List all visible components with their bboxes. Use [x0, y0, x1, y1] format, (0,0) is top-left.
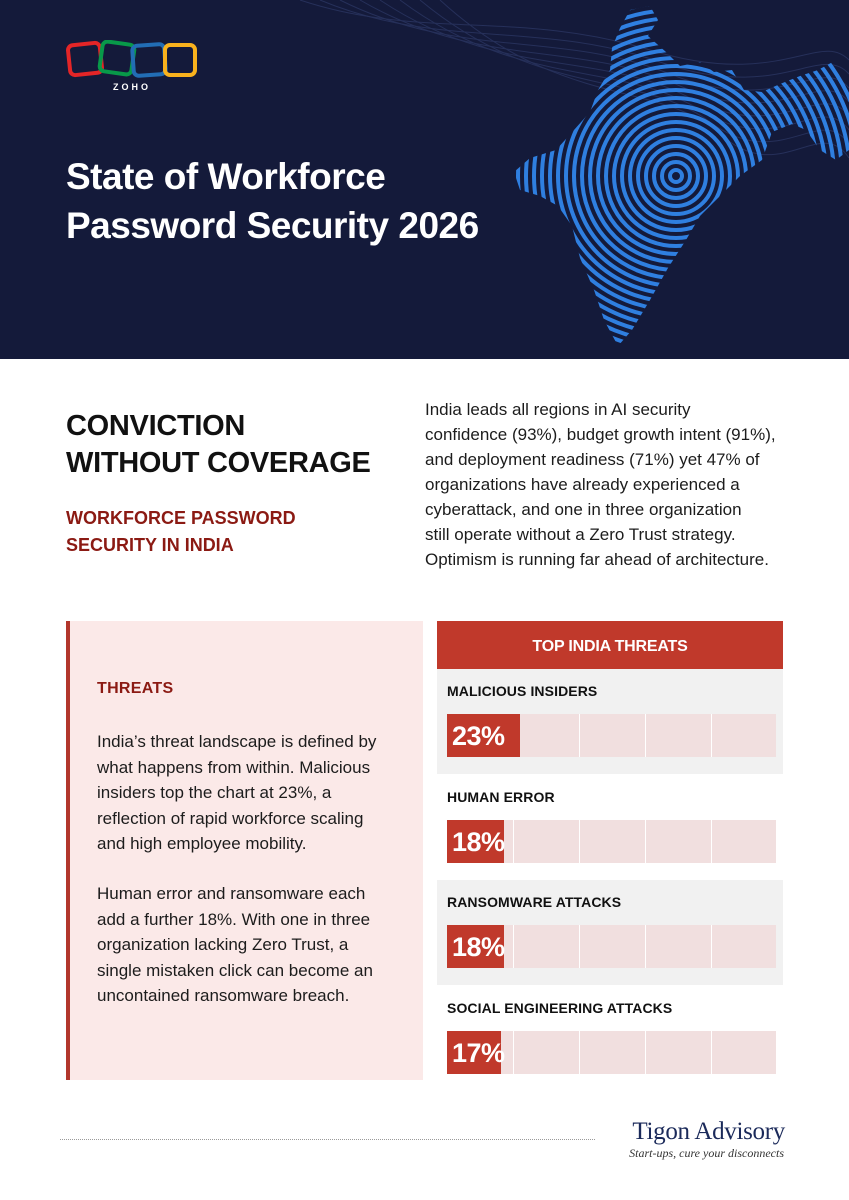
footer-divider: [60, 1139, 595, 1140]
threats-paragraph-1: [97, 729, 402, 857]
intro-line: organizations have already experienced a: [425, 475, 740, 494]
intro-line: and deployment readiness (71%) yet 47% of: [425, 450, 760, 469]
hero-banner: [0, 0, 849, 359]
page-title-line-1: State of Workforce: [66, 156, 386, 197]
threats-line: and high employee mobility.: [97, 834, 307, 853]
threats-paragraph-2: [97, 881, 402, 1009]
threats-line: what happens from within. Malicious: [97, 757, 371, 777]
threat-name: MALICIOUS INSIDERS: [447, 683, 598, 699]
threats-line: Human error and ransomware each: [97, 884, 366, 903]
threat-value: 18%: [452, 932, 505, 962]
section-heading-line-1: CONVICTION: [66, 410, 246, 442]
section-heading-line-2: WITHOUT COVERAGE: [66, 447, 371, 479]
intro-line: cyberattack, and one in three organization: [425, 500, 742, 519]
india-fingerprint-map-icon: [500, 0, 849, 359]
threat-value: 18%: [452, 827, 505, 857]
threats-line: single mistaken click can become an: [97, 960, 373, 980]
section-subheading-line-1: WORKFORCE PASSWORD: [66, 508, 296, 528]
threat-value: 17%: [452, 1038, 505, 1068]
intro-line: Optimism is running far ahead of architecture.: [425, 550, 769, 569]
page-title-line-2: Password Security 2026: [66, 205, 479, 246]
threat-name: RANSOMWARE ATTACKS: [447, 894, 622, 910]
threat-name: HUMAN ERROR: [447, 789, 555, 805]
intro-line: still operate without a Zero Trust strategy.: [425, 525, 736, 544]
threats-line: India’s threat landscape is defined by: [97, 732, 377, 751]
zoho-logo-text: ZOHO: [113, 82, 151, 92]
threat-name: SOCIAL ENGINEERING ATTACKS: [447, 1000, 673, 1016]
threat-item-malicious-insiders: [437, 669, 783, 774]
section-subheading-line-2: SECURITY IN INDIA: [66, 535, 234, 555]
section-heading: [66, 408, 396, 482]
threat-item-social-engineering-attacks: [437, 986, 783, 1091]
section-subheading: [66, 505, 366, 559]
threats-line: insiders top the chart at 23%, a: [97, 783, 332, 802]
top-threats-header: TOP INDIA THREATS: [437, 621, 783, 669]
threats-line: organization lacking Zero Trust, a: [97, 935, 349, 954]
threat-item-human-error: [437, 775, 783, 880]
threats-card-label: THREATS: [97, 680, 174, 697]
footer-tagline: Start-ups, cure your disconnects: [629, 1146, 784, 1160]
threats-line: reflection of rapid workforce scaling: [97, 808, 364, 828]
page-title: [66, 152, 536, 250]
threats-line: add a further 18%. With one in three: [97, 909, 371, 929]
intro-line: confidence (93%), budget growth intent (91%),: [425, 425, 776, 444]
threats-line: uncontained ransomware breach.: [97, 986, 350, 1005]
intro-line: India leads all regions in AI security: [425, 400, 691, 419]
intro-paragraph: [425, 397, 795, 572]
tigon-advisory-logo: Tigon Advisory: [632, 1118, 785, 1145]
threat-item-ransomware-attacks: [437, 880, 783, 985]
threat-value: 23%: [452, 721, 505, 751]
